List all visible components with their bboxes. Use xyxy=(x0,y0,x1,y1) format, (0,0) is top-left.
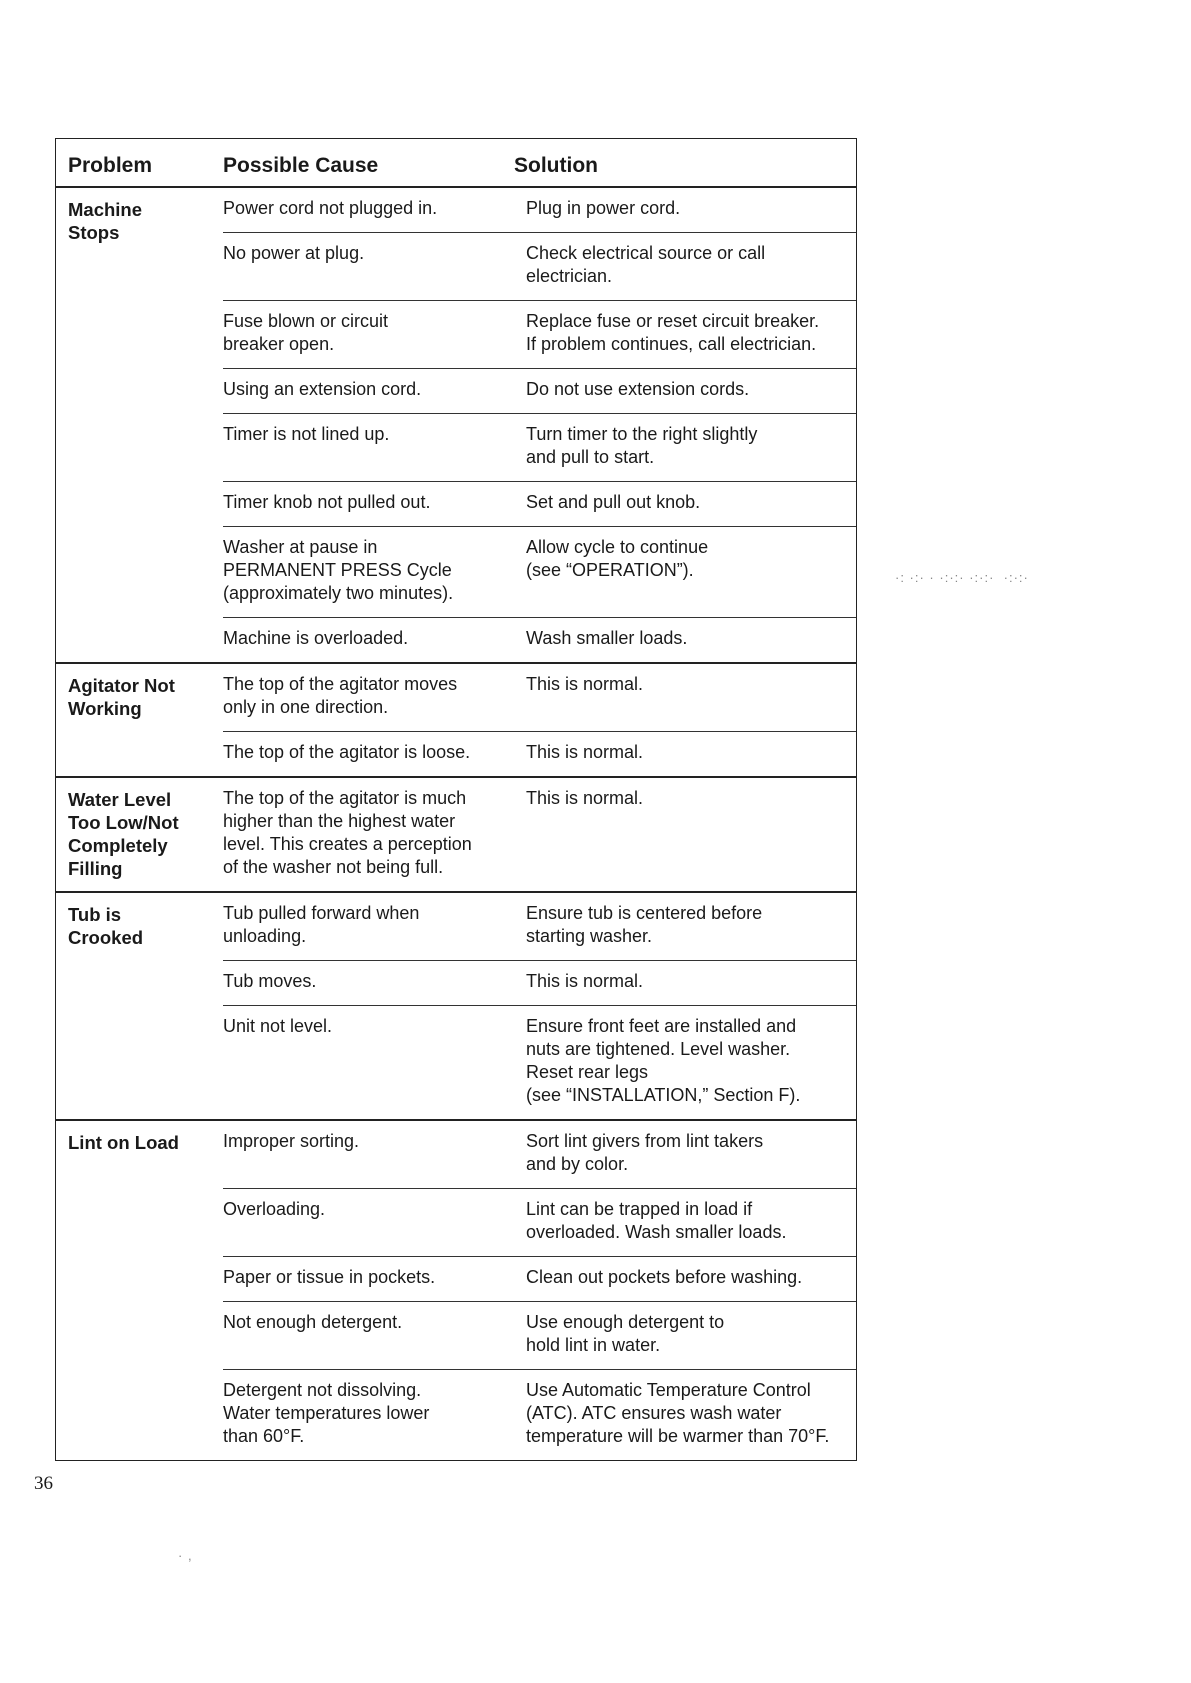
problem-group xyxy=(56,1121,856,1460)
solution-cell: Turn timer to the right slightly and pull to start. xyxy=(526,424,758,467)
solution-cell: This is normal. xyxy=(526,742,644,762)
problem-group xyxy=(56,778,856,893)
cause-cell: Timer knob not pulled out. xyxy=(223,492,431,512)
table-header xyxy=(56,139,856,188)
solution-cell: Wash smaller loads. xyxy=(526,628,688,648)
table-row xyxy=(223,1302,856,1370)
solution-cell: Use enough detergent to hold lint in water. xyxy=(526,1312,725,1355)
cause-cell: Detergent not dissolving. Water temperatures lower than 60°F. xyxy=(223,1380,430,1446)
cause-cell: Power cord not plugged in. xyxy=(223,198,438,218)
cause-cell: Fuse blown or circuit breaker open. xyxy=(223,311,389,354)
cause-cell: The top of the agitator is much higher than the highest water level. This creates a perception of the washer not being full. xyxy=(223,788,472,877)
table-row xyxy=(223,732,856,776)
solution-cell: Sort lint givers from lint takers and by color. xyxy=(526,1131,764,1174)
solution-cell: Plug in power cord. xyxy=(526,198,681,218)
cause-cell: The top of the agitator is loose. xyxy=(223,742,471,762)
cause-cell: Unit not level. xyxy=(223,1016,333,1036)
solution-cell: Set and pull out knob. xyxy=(526,492,701,512)
problem-group xyxy=(56,188,856,664)
scan-speckle: ·: ·:· · ·:·:· ·:·:· ·:·:· xyxy=(895,570,1029,585)
scan-speckle: · , xyxy=(178,1548,193,1563)
problem-label: Machine Stops xyxy=(68,199,143,243)
table-row xyxy=(223,618,856,662)
solution-cell: Replace fuse or reset circuit breaker. If problem continues, call electrician. xyxy=(526,311,820,354)
table-row xyxy=(223,664,856,732)
problem-group xyxy=(56,664,856,778)
header-possible-cause: Possible Cause xyxy=(223,154,379,177)
solution-cell: Ensure front feet are installed and nuts are tightened. Level washer. Reset rear legs (see “INSTALLATION,” Section F). xyxy=(526,1016,801,1105)
table-row xyxy=(223,301,856,369)
table-row xyxy=(223,188,856,233)
table-row xyxy=(223,1121,856,1189)
page-number: 36 xyxy=(34,1473,53,1494)
table-row xyxy=(223,369,856,414)
cause-cell: Machine is overloaded. xyxy=(223,628,409,648)
table-row xyxy=(223,961,856,1006)
solution-cell: This is normal. xyxy=(526,971,644,991)
problem-label: Lint on Load xyxy=(68,1132,179,1153)
cause-cell: Not enough detergent. xyxy=(223,1312,403,1332)
problem-label: Agitator Not Working xyxy=(68,675,175,719)
problem-label: Water Level Too Low/Not Completely Filling xyxy=(68,789,179,879)
table-row xyxy=(223,527,856,618)
solution-cell: This is normal. xyxy=(526,674,644,694)
solution-cell: Clean out pockets before washing. xyxy=(526,1267,803,1287)
solution-cell: Check electrical source or call electrician. xyxy=(526,243,766,286)
cause-cell: Washer at pause in PERMANENT PRESS Cycle (approximately two minutes). xyxy=(223,537,454,603)
problem-label: Tub is Crooked xyxy=(68,904,144,948)
solution-cell: Lint can be trapped in load if overloaded. Wash smaller loads. xyxy=(526,1199,787,1242)
cause-cell: Tub pulled forward when unloading. xyxy=(223,903,420,946)
cause-cell: Timer is not lined up. xyxy=(223,424,390,444)
table-row xyxy=(223,778,856,891)
cause-cell: Tub moves. xyxy=(223,971,317,991)
solution-cell: Ensure tub is centered before starting washer. xyxy=(526,903,763,946)
table-row xyxy=(223,1257,856,1302)
table-row xyxy=(223,1189,856,1257)
table-row xyxy=(223,1370,856,1460)
header-problem: Problem xyxy=(68,154,153,177)
solution-cell: This is normal. xyxy=(526,788,644,808)
cause-cell: Using an extension cord. xyxy=(223,379,422,399)
problem-group xyxy=(56,893,856,1121)
table-row xyxy=(223,1006,856,1119)
cause-cell: Overloading. xyxy=(223,1199,326,1219)
solution-cell: Allow cycle to continue (see “OPERATION”). xyxy=(526,537,709,580)
cause-cell: No power at plug. xyxy=(223,243,365,263)
table-row xyxy=(223,893,856,961)
cause-cell: The top of the agitator moves only in one direction. xyxy=(223,674,458,717)
table-row xyxy=(223,414,856,482)
troubleshooting-table xyxy=(55,138,857,1461)
solution-cell: Do not use extension cords. xyxy=(526,379,750,399)
solution-cell: Use Automatic Temperature Control (ATC). ATC ensures wash water temperature will be warmer than 70°F. xyxy=(526,1380,830,1446)
cause-cell: Paper or tissue in pockets. xyxy=(223,1267,436,1287)
header-solution: Solution xyxy=(514,154,598,177)
table-row xyxy=(223,482,856,527)
table-row xyxy=(223,233,856,301)
cause-cell: Improper sorting. xyxy=(223,1131,360,1151)
